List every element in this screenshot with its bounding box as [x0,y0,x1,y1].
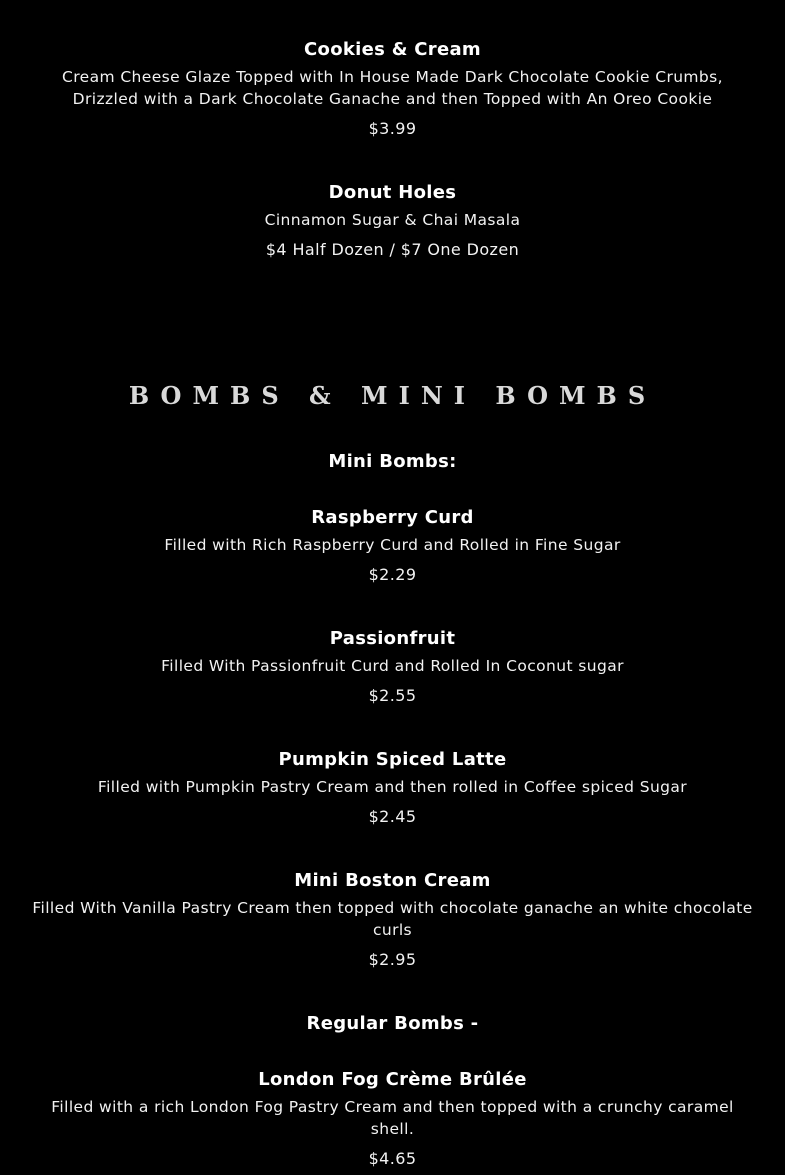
item-description: Filled with a rich London Fog Pastry Cream and then topped with a crunchy caramel shell. [51,1098,734,1138]
item-price: $2.45 [368,807,417,826]
menu-item [30,628,755,707]
item-name: Cookies & Cream [304,39,481,60]
item-price: $2.95 [368,950,417,969]
regular-bombs-heading: Regular Bombs - [306,1013,479,1034]
menu-item [30,749,755,828]
mini-bombs-heading: Mini Bombs: [328,451,457,472]
item-name: Donut Holes [328,182,457,203]
item-price: $4 Half Dozen / $7 One Dozen [265,240,520,259]
item-description: Cream Cheese Glaze Topped with In House Made Dark Chocolate Cookie Crumbs, Drizzled with a Dark Chocolate Ganache and then Topped with An Oreo Cookie [62,68,723,108]
menu-item [30,1069,755,1170]
item-description: Filled with Pumpkin Pastry Cream and then rolled in Coffee spiced Sugar [97,778,688,796]
item-price: $4.65 [368,1149,417,1168]
item-name: Raspberry Curd [311,507,474,528]
item-description: Filled with Rich Raspberry Curd and Rolled in Fine Sugar [164,536,621,554]
item-name: London Fog Crème Brûlée [258,1069,527,1090]
item-price: $3.99 [368,119,417,138]
menu-item [30,182,755,261]
item-name: Passionfruit [329,628,456,649]
item-name: Mini Boston Cream [294,870,491,891]
section-title: BOMBS & MINI BOMBS [128,381,657,410]
menu-item [30,870,755,971]
item-name: Pumpkin Spiced Latte [278,749,507,770]
item-price: $2.55 [368,686,417,705]
item-description: Filled With Vanilla Pastry Cream then topped with chocolate ganache an white chocolate curls [32,899,753,939]
menu-item [30,39,755,140]
item-description: Filled With Passionfruit Curd and Rolled In Coconut sugar [161,657,624,675]
item-description: Cinnamon Sugar & Chai Masala [264,211,521,229]
menu-item [30,507,755,586]
item-price: $2.29 [368,565,417,584]
